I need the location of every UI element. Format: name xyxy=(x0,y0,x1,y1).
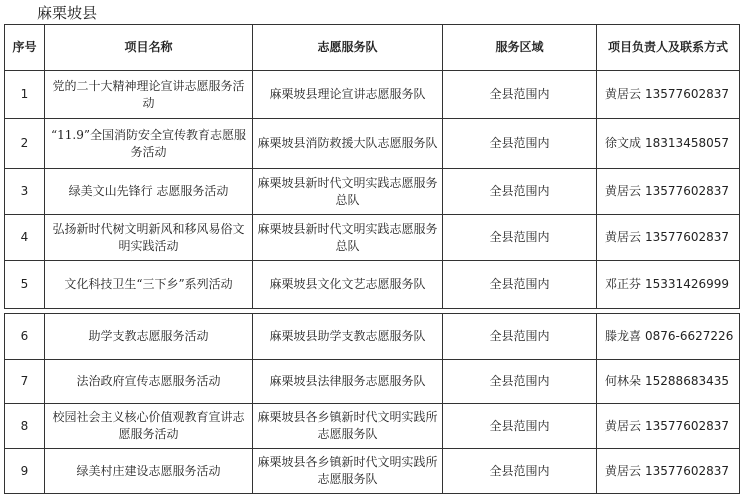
project-name: 文化科技卫生“三下乡”系列活动 xyxy=(45,261,253,309)
row-index: 1 xyxy=(5,71,45,119)
row-index: 7 xyxy=(5,360,45,404)
project-name: 弘扬新时代树文明新风和移风易俗文明实践活动 xyxy=(45,215,253,261)
project-name: “11.9”全国消防安全宣传教育志愿服务活动 xyxy=(45,119,253,169)
contact-person: 黄居云 xyxy=(605,418,642,433)
project-name: 助学支教志愿服务活动 xyxy=(45,314,253,360)
contact-cell xyxy=(597,449,740,494)
service-area: 全县范围内 xyxy=(443,215,597,261)
volunteer-team: 麻栗坡县文化文艺志愿服务队 xyxy=(253,261,443,309)
contact-phone: 18313458057 xyxy=(645,136,729,150)
contact-phone: 13577602837 xyxy=(645,418,729,433)
contact-person: 滕龙喜 xyxy=(605,329,642,343)
contact-phone: 15331426999 xyxy=(645,277,729,291)
row-index: 4 xyxy=(5,215,45,261)
service-area: 全县范围内 xyxy=(443,261,597,309)
contact-cell xyxy=(597,314,740,360)
row-index: 2 xyxy=(5,119,45,169)
table-row xyxy=(5,360,740,404)
header-volunteer-team: 志愿服务队 xyxy=(253,25,443,71)
table-row xyxy=(5,71,740,119)
contact-phone: 13577602837 xyxy=(645,230,729,244)
row-index: 3 xyxy=(5,169,45,215)
contact-phone: 13577602837 xyxy=(645,463,729,478)
service-area: 全县范围内 xyxy=(443,169,597,215)
contact-person: 黄居云 xyxy=(605,230,642,244)
table-row xyxy=(5,169,740,215)
table-row xyxy=(5,261,740,309)
table-row xyxy=(5,404,740,449)
contact-cell xyxy=(597,404,740,449)
contact-person: 黄居云 xyxy=(605,463,642,478)
project-name: 党的二十大精神理论宣讲志愿服务活动 xyxy=(45,71,253,119)
volunteer-team: 麻栗坡县各乡镇新时代文明实践所志愿服务队 xyxy=(253,449,443,494)
contact-phone: 0876-6627226 xyxy=(645,329,734,343)
contact-person: 徐文成 xyxy=(605,136,642,150)
row-index: 5 xyxy=(5,261,45,309)
project-name: 校园社会主义核心价值观教育宣讲志愿服务活动 xyxy=(45,404,253,449)
contact-person: 邓正芬 xyxy=(605,277,642,291)
service-area: 全县范围内 xyxy=(443,360,597,404)
contact-cell xyxy=(597,215,740,261)
service-area: 全县范围内 xyxy=(443,404,597,449)
project-name: 法治政府宣传志愿服务活动 xyxy=(45,360,253,404)
volunteer-team: 麻栗坡县助学支教志愿服务队 xyxy=(253,314,443,360)
service-area: 全县范围内 xyxy=(443,449,597,494)
service-area: 全县范围内 xyxy=(443,314,597,360)
row-index: 6 xyxy=(5,314,45,360)
contact-person: 黄居云 xyxy=(605,184,642,198)
volunteer-team: 麻栗坡县法律服务志愿服务队 xyxy=(253,360,443,404)
project-name: 绿美文山先锋行 志愿服务活动 xyxy=(45,169,253,215)
volunteer-team: 麻栗坡县消防救援大队志愿服务队 xyxy=(253,119,443,169)
row-index: 8 xyxy=(5,404,45,449)
county-title: 麻栗坡县 xyxy=(37,4,98,22)
contact-cell xyxy=(597,119,740,169)
contact-cell xyxy=(597,261,740,309)
header-contact: 项目负责人及联系方式 xyxy=(597,25,740,71)
volunteer-team: 麻栗坡县理论宣讲志愿服务队 xyxy=(253,71,443,119)
service-area: 全县范围内 xyxy=(443,119,597,169)
contact-cell xyxy=(597,360,740,404)
contact-person: 何林朵 xyxy=(605,374,642,388)
table-row xyxy=(5,119,740,169)
header-service-area: 服务区域 xyxy=(443,25,597,71)
volunteer-team: 麻栗坡县新时代文明实践志愿服务总队 xyxy=(253,215,443,261)
header-project-name: 项目名称 xyxy=(45,25,253,71)
row-index: 9 xyxy=(5,449,45,494)
table-header-row xyxy=(5,25,740,71)
table-row xyxy=(5,314,740,360)
contact-phone: 13577602837 xyxy=(645,184,729,198)
volunteer-team: 麻栗坡县新时代文明实践志愿服务总队 xyxy=(253,169,443,215)
volunteer-team: 麻栗坡县各乡镇新时代文明实践所志愿服务队 xyxy=(253,404,443,449)
volunteer-projects-table-continued xyxy=(4,313,740,494)
project-name: 绿美村庄建设志愿服务活动 xyxy=(45,449,253,494)
contact-cell xyxy=(597,169,740,215)
volunteer-projects-table xyxy=(4,24,740,309)
contact-phone: 13577602837 xyxy=(645,87,729,101)
header-index: 序号 xyxy=(5,25,45,71)
contact-cell xyxy=(597,71,740,119)
table-row xyxy=(5,215,740,261)
contact-phone: 15288683435 xyxy=(645,374,729,388)
contact-person: 黄居云 xyxy=(605,87,642,101)
table-row xyxy=(5,449,740,494)
service-area: 全县范围内 xyxy=(443,71,597,119)
